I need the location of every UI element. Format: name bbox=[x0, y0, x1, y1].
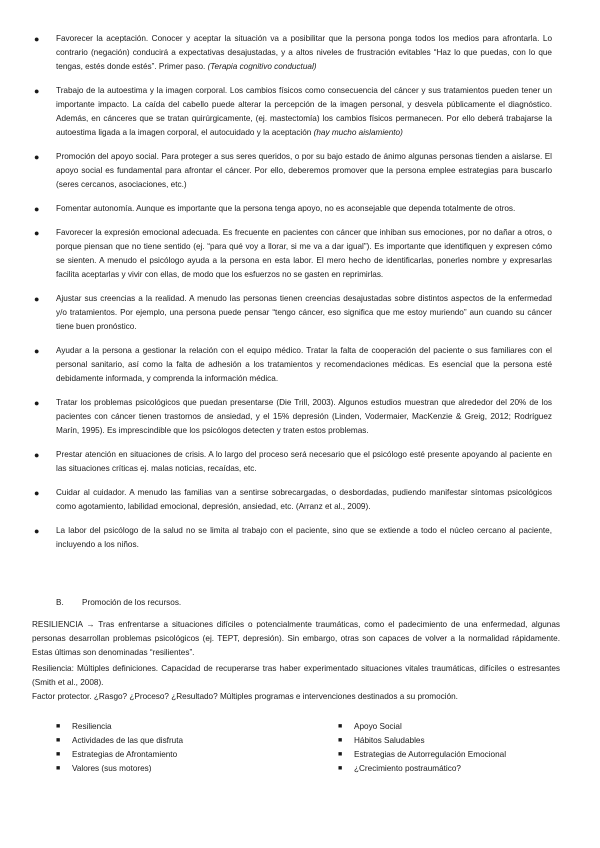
square-bullet-icon: ■ bbox=[56, 723, 61, 730]
item-title: Ayudar a la persona a gestionar la relación con el equipo médico. bbox=[56, 346, 304, 355]
item-text: Los cambios físicos como consecuencia del cáncer y sus tratamientos pueden tener un importante impacto. La caída del cabello puede alterar la percepción de la imagen personal, y desvela públicamente el diagnóstico. Además, en cánceres que se tratan quirúrgicamente, (ej. mastectomía) los cambios físicos permanecen. Por ello deberá trabajarse la autoestima ligada a la imagen corporal, el autocuidado y la aceptación bbox=[56, 86, 553, 137]
bullet-icon: ● bbox=[34, 228, 40, 238]
item-title: Cuidar al cuidador. bbox=[56, 488, 127, 497]
list-item bbox=[34, 524, 552, 552]
square-bullet-icon: ■ bbox=[56, 751, 61, 758]
list-item bbox=[34, 84, 553, 140]
item-text: Tratar la falta de cooperación del paciente o sus familiares con el personal sanitario, así como la falta de adhesión a los tratamientos y recomendaciones médicas. Es esencial que la persona esté debidamente informada, y comprenda la información médica. bbox=[56, 346, 553, 383]
item-note: (Terapia cognitivo conductual) bbox=[207, 62, 317, 71]
item-text: A menudo las personas tienen creencias desajustadas sobre distintos aspectos de la enfermedad y/o tratamientos. Por ejemplo, una persona puede pensar “tengo cáncer, eso significa que me estoy muriendo” aun cuando su cáncer tiene buen pronóstico. bbox=[56, 294, 552, 331]
item-title: Tratar los problemas psicológicos que puedan presentarse bbox=[56, 398, 274, 407]
square-bullet-icon: ■ bbox=[338, 723, 343, 730]
list-item: ■ Valores (sus motores) bbox=[72, 762, 183, 776]
list-item: ■ Hábitos Saludables bbox=[354, 734, 506, 748]
bullet-icon: ● bbox=[34, 526, 40, 536]
item-text: A lo largo del proceso será necesario que el psicólogo esté presente apoyando al paciente en las situaciones críticas ej. malas noticias, recaídas, etc. bbox=[56, 450, 552, 473]
item-title: Promoción del apoyo social. bbox=[56, 152, 159, 161]
bullet-icon: ● bbox=[34, 86, 40, 96]
list-item bbox=[34, 344, 553, 386]
item-text: A menudo las familias van a sentirse sobrecargadas, o desbordadas, pudiendo manifestar síntomas psicológicos como agotamiento, labilidad emocional, depresión, ansiedad, etc. (Arranz et al., 2009). bbox=[56, 488, 552, 511]
item-title: Favorecer la aceptación. bbox=[56, 34, 149, 43]
bullet-icon: ● bbox=[34, 294, 40, 304]
list-item: ■ Resiliencia bbox=[72, 720, 183, 734]
item-title: Ajustar sus creencias a la realidad. bbox=[56, 294, 187, 303]
list-item bbox=[34, 448, 552, 476]
item-title: Trabajo de la autoestima y la imagen corporal. bbox=[56, 86, 228, 95]
item-text: Conocer y aceptar la situación va a posibilitar que la persona ponga todos los medios para afrontarla. Lo contrario (negación) conducirá a expectativas desajustadas, y a altos niveles de frustración evitables “Haz lo que puedas, con lo que tengas, estés donde estés”. Primer paso. bbox=[56, 34, 553, 71]
bullet-icon: ● bbox=[34, 204, 40, 214]
item-title: Fomentar autonomía. bbox=[56, 204, 135, 213]
square-bullet-icon: ■ bbox=[56, 737, 61, 744]
list-item bbox=[34, 226, 552, 282]
square-bullet-icon: ■ bbox=[56, 765, 61, 772]
item-title: Favorecer la expresión emocional adecuada. bbox=[56, 228, 221, 237]
item-title: Prestar atención en situaciones de crisis. bbox=[56, 450, 207, 459]
square-bullet-icon: ■ bbox=[338, 765, 343, 772]
bullet-icon: ● bbox=[34, 450, 40, 460]
section-heading bbox=[56, 596, 181, 610]
bullet-icon: ● bbox=[34, 346, 40, 356]
bullet-icon: ● bbox=[34, 34, 40, 44]
intervention-list bbox=[34, 32, 553, 562]
item-text: Aunque es importante que la persona tenga apoyo, no es aconsejable que dependa totalmente de otros. bbox=[134, 204, 516, 213]
list-item bbox=[34, 292, 552, 334]
bullet-icon: ● bbox=[34, 488, 40, 498]
list-item: ■ Estrategias de Autorregulación Emocional bbox=[354, 748, 506, 762]
list-item bbox=[34, 32, 553, 74]
list-item bbox=[34, 396, 552, 438]
section-letter: B. bbox=[56, 598, 64, 607]
definitions-paragraph: Resiliencia: Múltiples definiciones. Capacidad de recuperarse tras haber experimentado situaciones vitales traumáticas, difíciles o estresantes (Smith et al., 2008). bbox=[32, 664, 560, 687]
item-title: La labor del psicólogo de la salud no se limita al trabajo con el paciente, sino que se extiende a todo el núcleo cercano al paciente, incluyendo a los niños. bbox=[56, 526, 552, 549]
list-item: ■ Apoyo Social bbox=[354, 720, 506, 734]
list-item bbox=[34, 486, 552, 514]
resources-list-left bbox=[56, 720, 184, 776]
item-text: Es frecuente en pacientes con cáncer que inhiban sus emociones, por no dañar a otros, o porque piensan que no tiene sentido (ej. “para qué voy a llorar, si me va a dar igual”). Es importante que identifiquen y expresen cómo se sienten. A menudo el psicólogo ayuda a la persona en esta labor. El mero hecho de identificarlas, ponerles nombre y expresarlas facilita aceptarlas y vivir con ellas, de modo que los esfuerzos no se gasten en reprimirlas. bbox=[56, 228, 552, 279]
square-bullet-icon: ■ bbox=[338, 737, 343, 744]
resiliencia-paragraph: RESILIENCIA → Tras enfrentarse a situaciones difíciles o potencialmente traumáticas, como el padecimiento de una enfermedad, algunas personas desarrollan problemas psicológicos (ej. TEPT, depresión). Sin embargo, otras son capaces de volver a la normalidad rápidamente. Estas últimas son denominadas “resilientes”. bbox=[32, 620, 560, 657]
list-item bbox=[34, 202, 552, 216]
list-item: ■ ¿Crecimiento postraumático? bbox=[354, 762, 506, 776]
list-item: ■ Actividades de las que disfruta bbox=[72, 734, 183, 748]
item-text: (Die Trill, 2003). Algunos estudios muestran que alrededor del 20% de los pacientes con cáncer tienen trastornos de ansiedad, y el 15% depresión (Linden, Vodermaier, MacKenzie & Greig, 2012; Rodríguez Marín, 1995). Es imprescindible que los psicólogos detecten y traten estos problemas. bbox=[56, 398, 552, 435]
resources-list-right bbox=[338, 720, 507, 776]
section-title: Promoción de los recursos. bbox=[82, 598, 182, 607]
list-item: ■ Estrategias de Afrontamiento bbox=[72, 748, 183, 762]
bullet-icon: ● bbox=[34, 152, 40, 162]
list-item bbox=[34, 150, 552, 192]
item-note: (hay mucho aislamiento) bbox=[313, 128, 403, 137]
item-text: Para proteger a sus seres queridos, o por su bajo estado de ánimo algunas personas tienden a aislarse. El apoyo social es fundamental para afrontar el cáncer. Por ello, deberemos promover que la persona emplee estrategias para buscarlo (seres cercanos, asociaciones, etc.) bbox=[56, 152, 552, 189]
protective-factor-paragraph: Factor protector. ¿Rasgo? ¿Proceso? ¿Resultado? Múltiples programas e intervenciones destinados a su promoción. bbox=[32, 692, 458, 701]
bullet-icon: ● bbox=[34, 398, 40, 408]
square-bullet-icon: ■ bbox=[338, 751, 343, 758]
